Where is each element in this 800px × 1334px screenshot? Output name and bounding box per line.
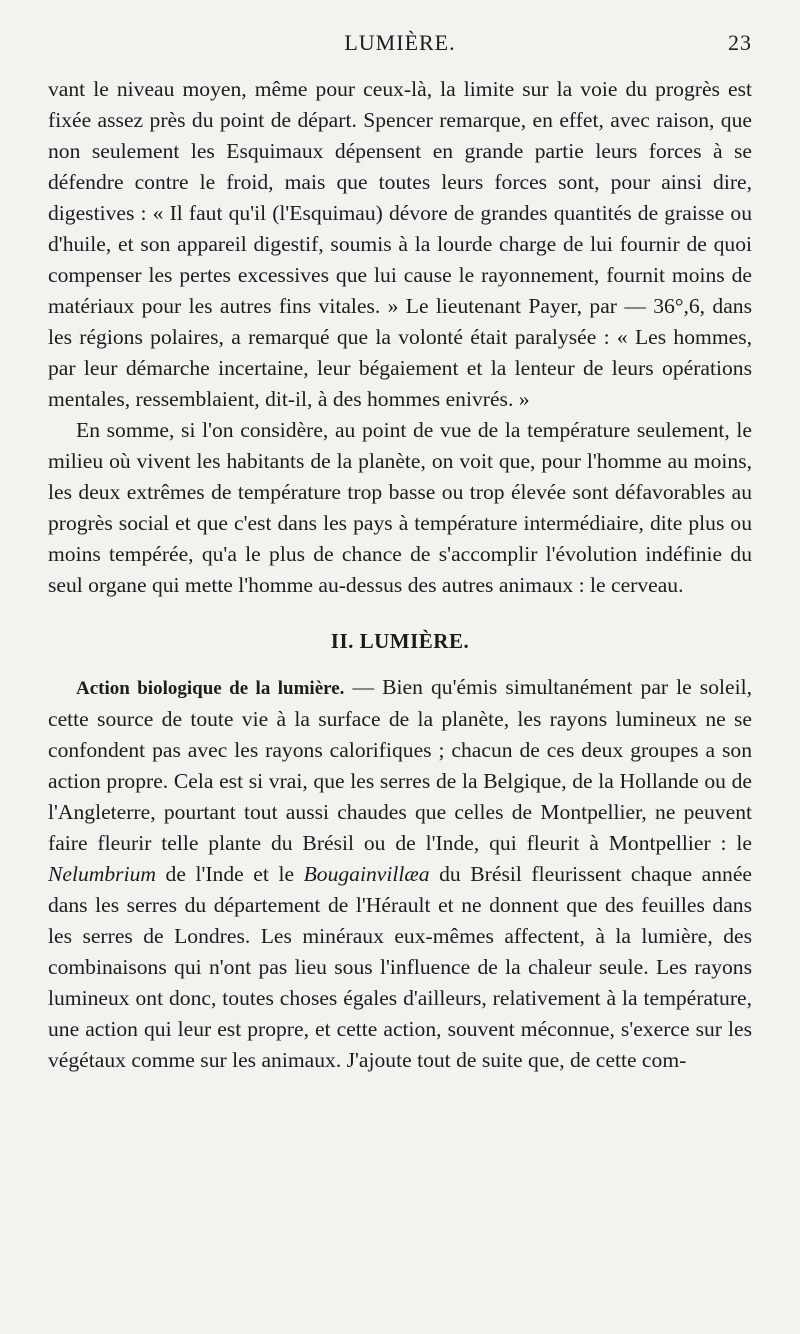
paragraph-temperature-summary: En somme, si l'on considère, au point de vue de la température seulement, le milieu où vivent les habitants de la planète, on voit que, pour l'homme au moins, les deux extrêmes de température trop basse ou trop élevée sont défavorables au progrès social et que c'est dans les pays à température intermédiaire, dite plus ou moins tempérée, qu'a le plus de chance de s'accomplir l'évolution indéfinie du seul organe qui mette l'homme au-dessus des autres animaux : le cerveau. — [48, 418, 752, 597]
text-segment: de l'Inde et le — [155, 862, 304, 886]
section-heading: II. LUMIÈRE. — [330, 629, 470, 653]
page-number: 23 — [728, 30, 752, 55]
run-in-heading: Action biologique de la lumière. — [76, 678, 345, 699]
paragraph-continued: vant le niveau moyen, même pour ceux-là, la limite sur la voie du progrès est fixée assez près du point de départ. Spencer remarque, en effet, avec raison, que non seulement les Esquimaux dépensent en grande partie leurs forces à se défendre contre le froid, mais que toutes leurs forces sont, pour ainsi dire, digestives : « Il faut qu'il (l'Esquimau) dévore de grandes quantités de graisse ou d'huile, et son appareil digestif, soumis à la lourde charge de lui fournir de quoi compenser les pertes excessives que lui cause le rayonnement, fournit moins de matériaux pour les autres fins vitales. » Le lieutenant Payer, par — 36°,6, dans les régions polaires, a remarqué que la volonté était paralysée : « Les hommes, par leur démarche incertaine, leur bégaiement et la lenteur de leurs opérations mentales, ressemblaient, dit-il, à des hommes enivrés. » — [48, 77, 752, 411]
running-title: LUMIÈRE. — [344, 30, 456, 55]
running-head — [48, 30, 752, 60]
text-segment: — Bien qu'émis simultanément par le soleil, cette source de toute vie à la surface de la planète, les rayons lumineux ne se confondent pas avec les rayons calorifiques ; chacun de ces deux groupes a son action propre. Cela est si vrai, que les serres de la Belgique, de la Hollande ou de l'Angleterre, pourtant tout aussi chaudes que celles de Montpellier, ne peuvent faire fleurir telle plante du Brésil ou de l'Inde, qui fleurit à Montpellier : le — [48, 675, 752, 855]
text-segment: du Brésil fleurissent chaque année dans les serres du département de l'Hérault et ne donnent que des feuilles dans les serres de Londres. Les minéraux eux-mêmes affectent, à la lumière, des combinaisons qui n'ont pas lieu sous l'influence de la chaleur seule. Les rayons lumineux ont donc, toutes choses égales d'ailleurs, relativement à la température, une action qui leur est propre, et cette action, souvent méconnue, s'exerce sur les végétaux comme sur les animaux. J'ajoute tout de suite que, de cette com- — [48, 862, 752, 1072]
paragraph-light-action — [48, 672, 752, 1076]
italic-plant-name: Bougainvillæa — [303, 862, 430, 886]
book-page — [48, 30, 752, 1076]
italic-plant-name: Nelumbrium — [48, 862, 156, 886]
